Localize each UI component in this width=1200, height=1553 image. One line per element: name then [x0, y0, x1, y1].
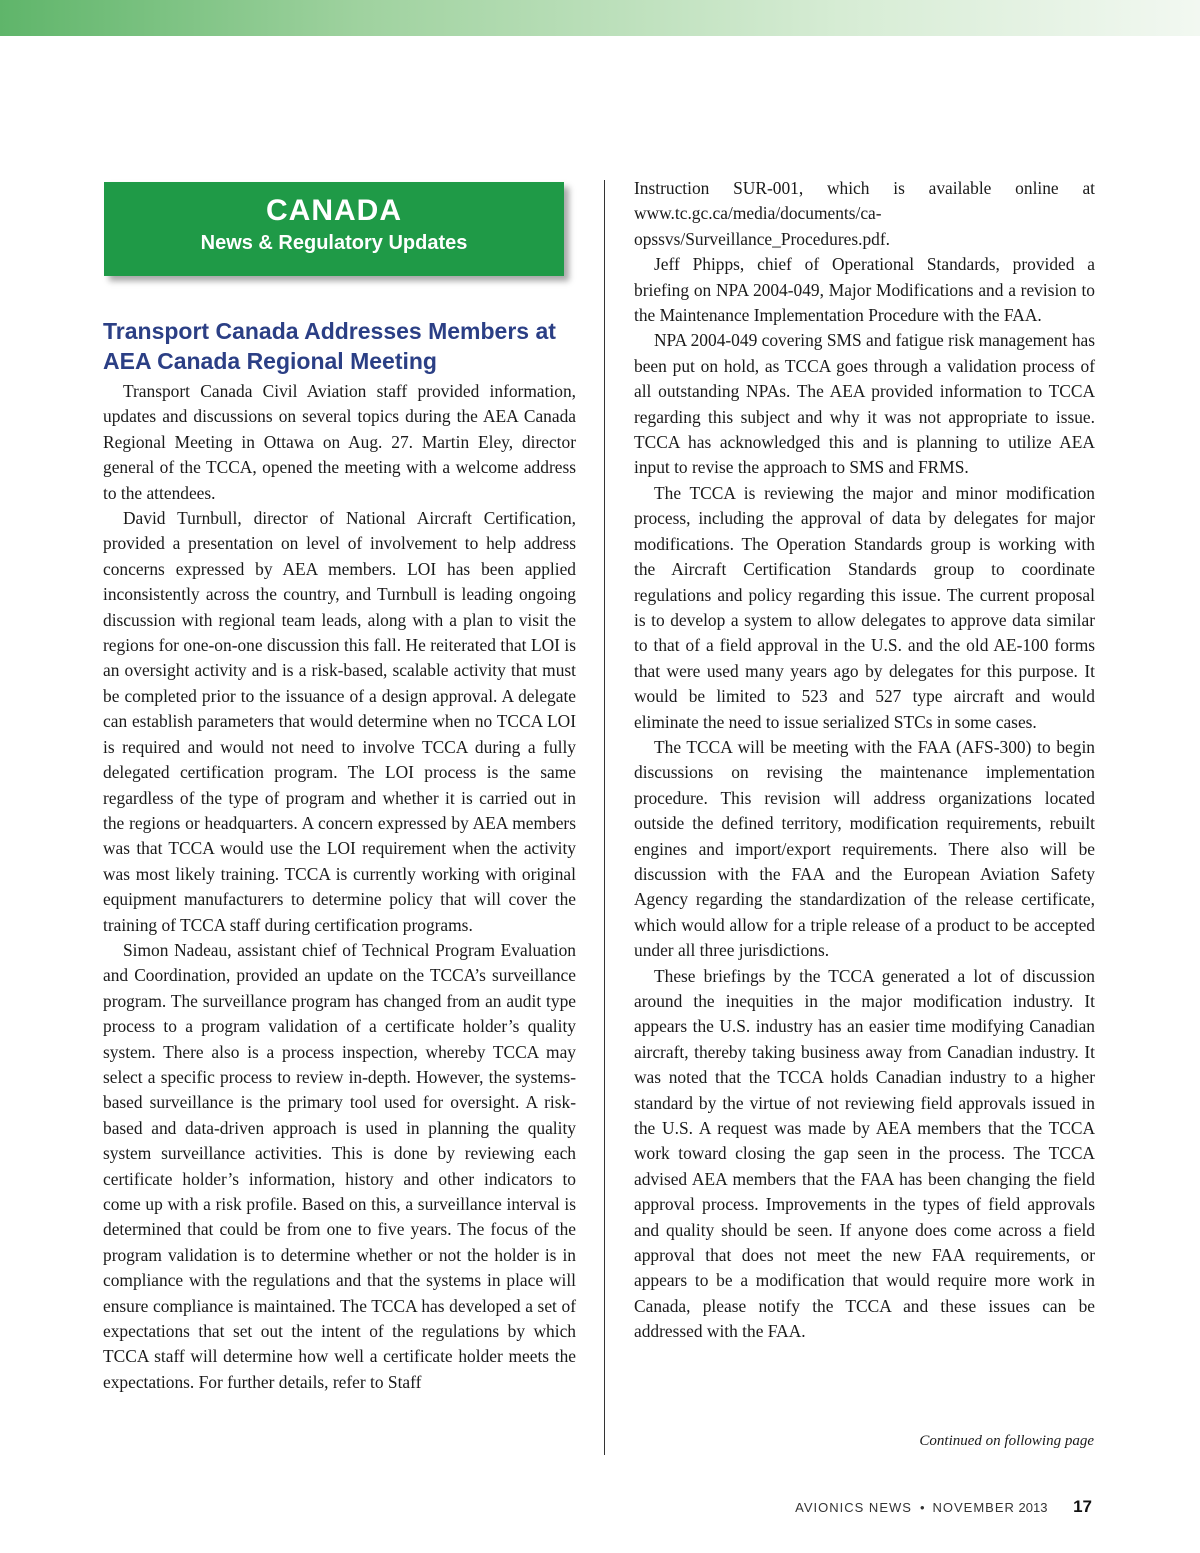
paragraph: David Turnbull, director of National Aircraft Certification, provided a presentation on level of involvement to help address concerns expressed by AEA members. LOI has been applied inconsistently across the country, and Turnbull is leading ongoing discussion with regional team leads, along with a plan to visit the regions for one-on-one discussion this fall. He reiterated that LOI is an oversight activity and is a risk-based, scalable activity that must be completed prior to the issuance of a design approval. A delegate can establish parameters that would determine when no TCCA LOI is required and would not need to involve TCCA during a fully delegated certification program. The LOI process is the same regardless of the type of program and whether it is carried out in the regions or headquarters. A concern expressed by AEA members was that TCCA would use the LOI requirement when the activity was most likely training. TCCA is currently working with original equipment manufacturers to determine policy that will cover the training of TCCA staff during certification programs. [103, 508, 576, 935]
paragraph-continuation: Instruction SUR-001, which is available online at www.tc.gc.ca/media/documents/ca-opssvs/Surveillance_Procedures.pdf. [634, 178, 1095, 249]
paragraph: Simon Nadeau, assistant chief of Technical Program Evaluation and Coordination, provided an update on the TCCA’s surveillance program. The surveillance program has changed from an audit type process to a program validation of a certificate holder’s quality system. There also is a process inspection, whereby TCCA may select a specific process to review in-depth. However, the systems-based surveillance is the primary tool used for oversight. A risk-based and data-driven approach is used in planning the quality system surveillance activities. This is done by reviewing each certificate holder’s information, history and other indicators to come up with a risk profile. Based on this, a surveillance interval is determined that could be from one to five years. The focus of the program validation is to determine whether or not the holder is in compliance with the regulations and that the systems in place will ensure compliance is maintained. The TCCA has developed a set of expectations that set out the intent of the regulations by which TCCA staff will determine how well a certificate holder meets the expectations. For further details, refer to Staff [103, 939, 576, 1392]
continued-note: Continued on following page [919, 1433, 1094, 1449]
paragraph: Jeff Phipps, chief of Operational Standards, provided a briefing on NPA 2004-049, Major Modifications and a revision to the Maintenance Implementation Procedure with the FAA. [634, 254, 1095, 326]
footer-publication: AVIONICS NEWS [795, 1500, 912, 1515]
header-color-band [0, 0, 1200, 36]
section-banner [104, 182, 564, 276]
left-column [103, 379, 576, 1395]
column-divider [604, 180, 605, 1455]
paragraph: Transport Canada Civil Aviation staff provided information, updates and discussions on several topics during the AEA Canada Regional Meeting in Ottawa on Aug. 27. Martin Eley, director general of the TCCA, opened the meeting with a welcome address to the attendees. [103, 381, 576, 503]
paragraph: The TCCA will be meeting with the FAA (AFS-300) to begin discussions on revising the maintenance implementation procedure. This revision will address organizations located outside the defined territory, modification requirements, rebuilt engines and import/export requirements. There also will be discussion with the FAA and the European Aviation Safety Agency regarding the standardization of the release certificate, which would allow for a triple release of a product to be accepted under all three jurisdictions. [634, 736, 1095, 961]
right-column [634, 176, 1095, 1345]
footer-issue: NOVEMBER [932, 1500, 1015, 1515]
banner-subtitle: News & Regulatory Updates [200, 232, 468, 254]
footer-year: 2013 [1018, 1500, 1048, 1515]
banner-title: CANADA [266, 194, 402, 227]
paragraph: NPA 2004-049 covering SMS and fatigue risk management has been put on hold, as TCCA goes through a validation process of all outstanding NPAs. The AEA provided information to TCCA regarding this subject and why it was not appropriate to issue. TCCA has acknowledged this and is planning to utilize AEA input to revise the approach to SMS and FRMS. [634, 330, 1095, 478]
page-number: 17 [1073, 1497, 1092, 1516]
page-footer [795, 1497, 1092, 1517]
paragraph: The TCCA is reviewing the major and minor modification process, including the approval of data by delegates for major modifications. The Operation Standards group is working with the Aircraft Certification Standards group to coordinate regulations and policy regarding this issue. The current proposal is to develop a system to allow delegates to approve data similar to that of a field approval in the U.S. and the old AE-100 forms that were used many years ago by delegates for this purpose. It would be limited to 523 and 527 type aircraft and would eliminate the need to issue serialized STCs in some cases. [634, 482, 1095, 732]
article-headline: Transport Canada Addresses Members at AEA Canada Regional Meeting [103, 318, 556, 374]
paragraph: These briefings by the TCCA generated a lot of discussion around the inequities in the major modification industry. It appears the U.S. industry has an easier time modifying Canadian aircraft, thereby taking business away from Canadian industry. It was noted that the TCCA holds Canadian industry to a higher standard by the virtue of not reviewing field approvals issued in the U.S. A request was made by AEA members that the TCCA work toward closing the gap seen in the process. The TCCA advised AEA members that the FAA has been changing the field approval process. Improvements in the types of field approvals and quality should be seen. If anyone does come across a field approval that does not meet the new FAA requirements, or appears to be a modification that would require more work in Canada, please notify the TCCA and these issues can be addressed with the FAA. [634, 965, 1095, 1342]
footer-bullet: • [919, 1500, 925, 1515]
